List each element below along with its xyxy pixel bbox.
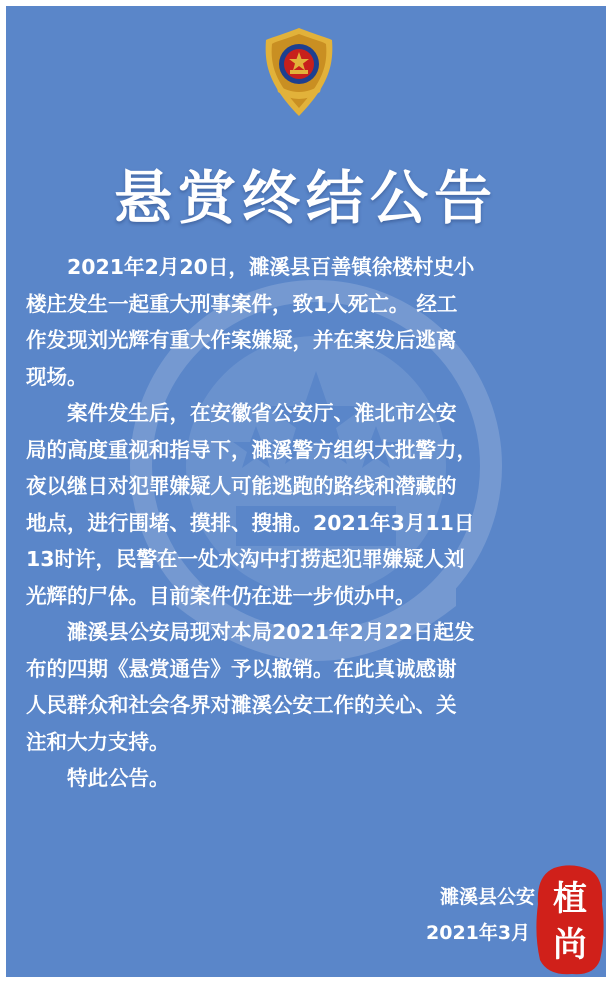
paragraph-investigation bbox=[26, 395, 596, 614]
text-line: 地点，进行围堵、摸排、搜捕。2021年3月11日 bbox=[26, 510, 475, 535]
text-line: 濉溪县公安局现对本局2021年2月22日起发 bbox=[67, 620, 475, 644]
text-line: 局的高度重视和指导下，濉溪警方组织大批警力， bbox=[26, 437, 477, 462]
text-line: 布的四期《悬赏通告》予以撤销。在此真诚感谢 bbox=[26, 656, 457, 681]
text-line: 现场。 bbox=[26, 364, 88, 389]
seal-char-top: 植 bbox=[553, 879, 587, 919]
text-line: 人民群众和社会各界对濉溪公安工作的关心、关 bbox=[26, 693, 457, 717]
text-line: 夜以继日对犯罪嫌疑人可能逃跑的路线和潜藏的 bbox=[26, 474, 457, 498]
text-line: 楼庄发生一起重大刑事案件，致1人死亡。 经工 bbox=[26, 291, 458, 316]
paragraph-case-report bbox=[26, 249, 596, 395]
text-line: 13时许，民警在一处水沟中打捞起犯罪嫌疑人刘 bbox=[26, 547, 465, 571]
text-line: 案件发生后，在安徽省公安厅、淮北市公安 bbox=[67, 401, 457, 425]
text-line: 光辉的尸体。目前案件仍在进一步侦办中。 bbox=[26, 583, 416, 608]
paragraph-closing bbox=[26, 760, 596, 797]
notice-body bbox=[26, 249, 596, 797]
text-line: 特此公告。 bbox=[67, 766, 170, 790]
notice-title: 悬赏终结公告 bbox=[113, 164, 498, 232]
signature-organization: 濉溪县公安 bbox=[440, 886, 536, 908]
signature-date: 2021年3月 bbox=[426, 922, 531, 944]
text-line: 作发现刘光辉有重大作案嫌疑，并在案发后逃离 bbox=[26, 328, 457, 352]
paragraph-revocation bbox=[26, 614, 596, 760]
seal-stamp bbox=[534, 864, 606, 977]
text-line: 注和大力支持。 bbox=[26, 729, 170, 754]
notice-poster bbox=[6, 6, 606, 977]
text-line: 2021年2月20日，濉溪县百善镇徐楼村史小 bbox=[67, 255, 475, 279]
police-emblem-icon bbox=[262, 26, 336, 118]
seal-char-bottom: 尚 bbox=[553, 925, 587, 965]
